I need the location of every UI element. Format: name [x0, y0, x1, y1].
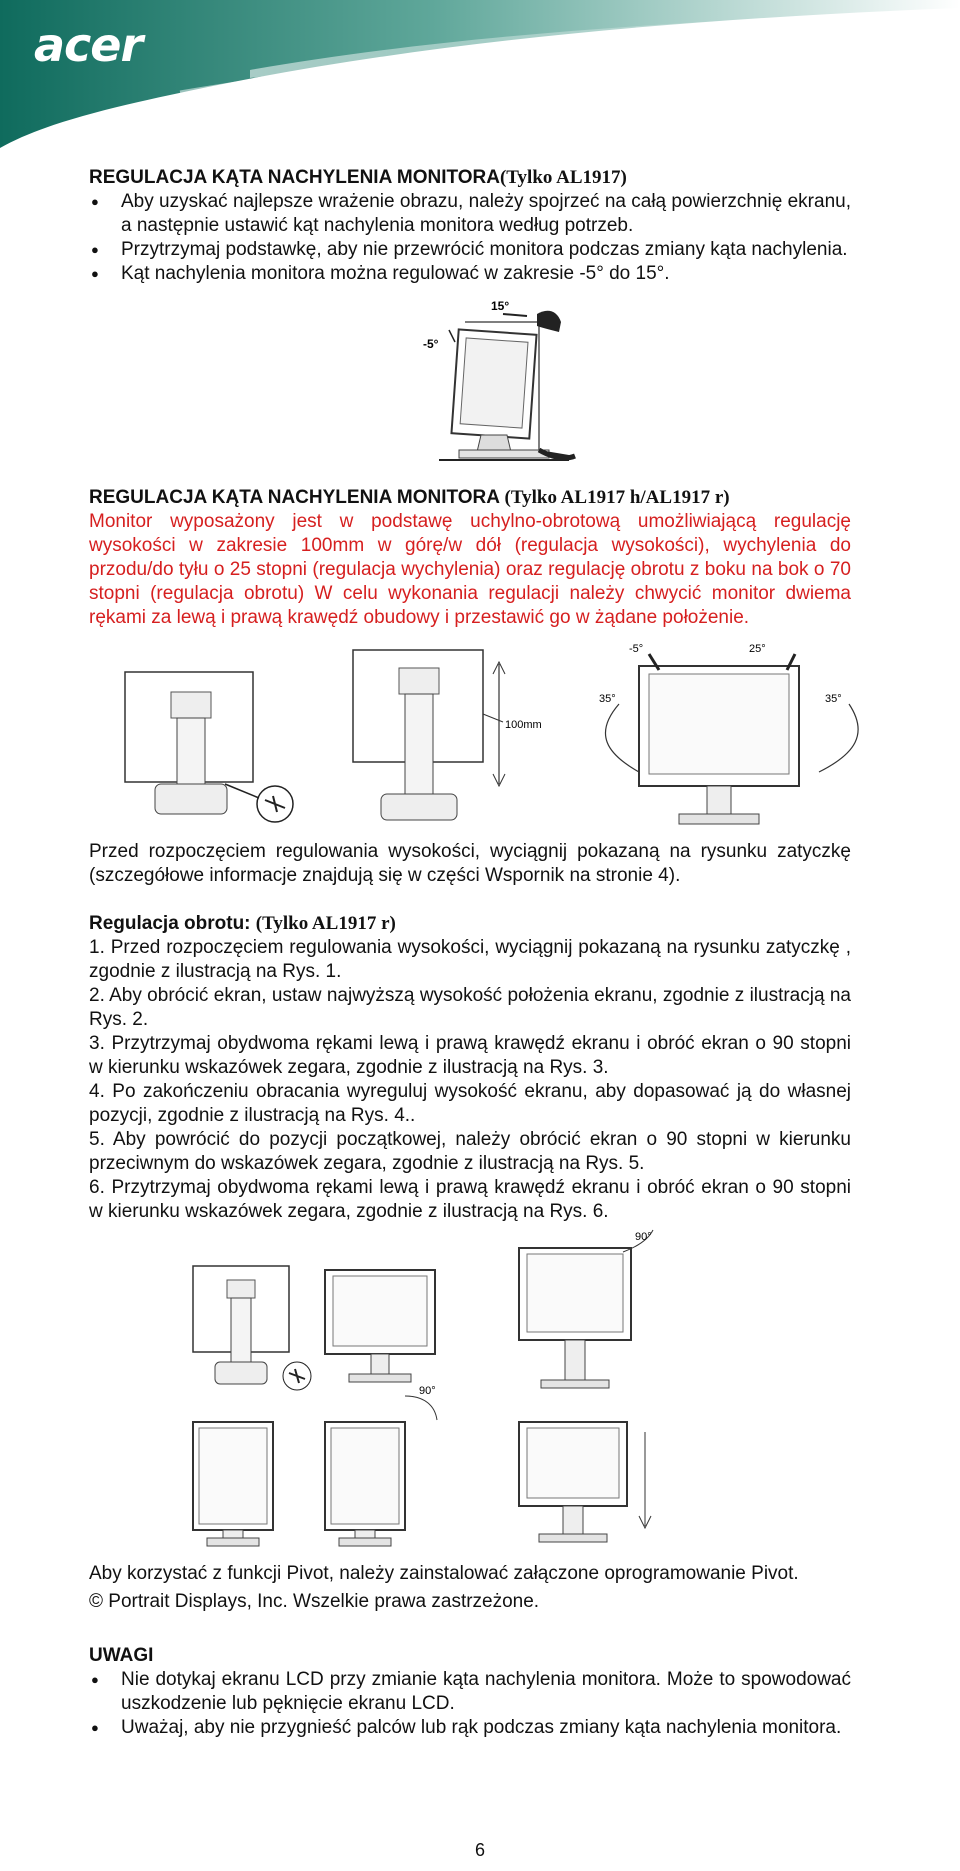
swivel-right-label: 35° [825, 693, 842, 705]
section-stand-heading [89, 486, 851, 510]
acer-logo: acer [34, 18, 143, 72]
section-pivot-heading [89, 912, 851, 936]
list-item: ● Przytrzymaj podstawkę, aby nie przewrócić monitora podczas zmiany kąta nachylenia. [89, 238, 851, 262]
list-item: ● Kąt nachylenia monitora można regulować w zakresie -5° do 15°. [89, 262, 851, 286]
heading-text: REGULACJA KĄTA NACHYLENIA MONITORA [89, 167, 500, 188]
page-header [0, 0, 960, 150]
heading-text: REGULACJA KĄTA NACHYLENIA MONITORA [89, 487, 500, 508]
pivot-figure [89, 1231, 851, 1548]
section-tilt-heading [89, 166, 851, 190]
page-content [89, 166, 851, 1740]
rotation-a-label: 90° [635, 1231, 652, 1243]
tilt-minus-label: -5° [423, 337, 439, 351]
tilt-back-label: -5° [629, 643, 644, 655]
notes-heading: UWAGI [89, 1645, 154, 1666]
notes-list [89, 1668, 851, 1740]
list-item: ● Uważaj, aby nie przygnieść palców lub rąk podczas zmiany kąta nachylenia monitora. [89, 1716, 851, 1740]
tilt-forward-label: 25° [749, 643, 766, 655]
stand-description: Monitor wyposażony jest w podstawę uchylno-obrotową umożliwiającą regulację wysokości w zakresie 100mm w górę/w dół (regulacja wysokości), wychylenia do przodu/do tyłu o 25 stopni (regulacja wychylenia) oraz regulację obrotu z boku na bok o 70 stopni (regulacja obrotu) W celu wykonania regulacji należy chwycić monitor dwiema rękami za lewą i prawą krawędź obudowy i przestawić go w żądane położenie. [89, 511, 851, 628]
step-item: 5. Aby powrócić do pozycji początkowej, należy obrócić ekran o 90 stopni w kierunku przeciwnym do wskazówek zegara, zgodnie z ilustracją na Rys. 5. [89, 1129, 851, 1174]
tilt-plus-label: 15° [491, 299, 510, 313]
tilt-figure [89, 300, 851, 478]
stand-adjust-figure [89, 644, 851, 834]
step-item: 3. Przytrzymaj obydwoma rękami lewą i prawą krawędź ekranu i obróć ekran o 90 stopni w kierunku wskazówek zegara, zgodnie z ilustracją na Rys. 3. [89, 1033, 851, 1078]
heading-text: Regulacja obrotu: [89, 913, 251, 934]
list-item: ● Nie dotykaj ekranu LCD przy zmianie kąta nachylenia monitora. Może to spowodować uszkodzenie lub pęknięcie ekranu LCD. [89, 1668, 851, 1716]
swivel-left-label: 35° [599, 693, 616, 705]
pivot-steps [89, 936, 851, 1224]
page-number: 6 [474, 1840, 485, 1860]
step-item: 1. Przed rozpoczęciem regulowania wysokości, wyciągnij pokazaną na rysunku zatyczkę , zgodnie z ilustracją na Rys. 1. [89, 937, 851, 982]
rotation-b-label: 90° [419, 1385, 436, 1397]
step-item: 2. Aby obrócić ekran, ustaw najwyższą wysokość położenia ekranu, zgodnie z ilustracją na Rys. 2. [89, 985, 851, 1030]
height-label: 100mm [505, 719, 542, 731]
heading-model: (Tylko AL1917 r) [255, 913, 396, 934]
step-item: 6. Przytrzymaj obydwoma rękami lewą i prawą krawędź ekranu i obróć ekran o 90 stopni w kierunku wskazówek zegara, zgodnie z ilustracją na Rys. 6. [89, 1177, 851, 1222]
copyright-line: © Portrait Displays, Inc. Wszelkie prawa zastrzeżone. [89, 1591, 540, 1612]
list-item: ● Aby uzyskać najlepsze wrażenie obrazu, należy spojrzeć na całą powierzchnię ekranu, a następnie ustawić kąt nachylenia monitora według potrzeb. [89, 190, 851, 238]
heading-model: (Tylko AL1917) [499, 167, 627, 188]
tilt-bullet-list [89, 190, 851, 286]
step-item: 4. Po zakończeniu obracania wyreguluj wysokość ekranu, aby dopasować ją do własnej pozycji, zgodnie z ilustracją na Rys. 4.. [89, 1081, 851, 1126]
height-note: Przed rozpoczęciem regulowania wysokości, wyciągnij pokazaną na rysunku zatyczkę (szczegółowe informacje znajdują się w części Wspornik na stronie 4). [89, 841, 851, 886]
heading-model: (Tylko AL1917 h/AL1917 r) [504, 487, 730, 508]
pivot-software-note: Aby korzystać z funkcji Pivot, należy zainstalować załączone oprogramowanie Pivot. [89, 1563, 799, 1584]
header-banner [0, 0, 960, 150]
